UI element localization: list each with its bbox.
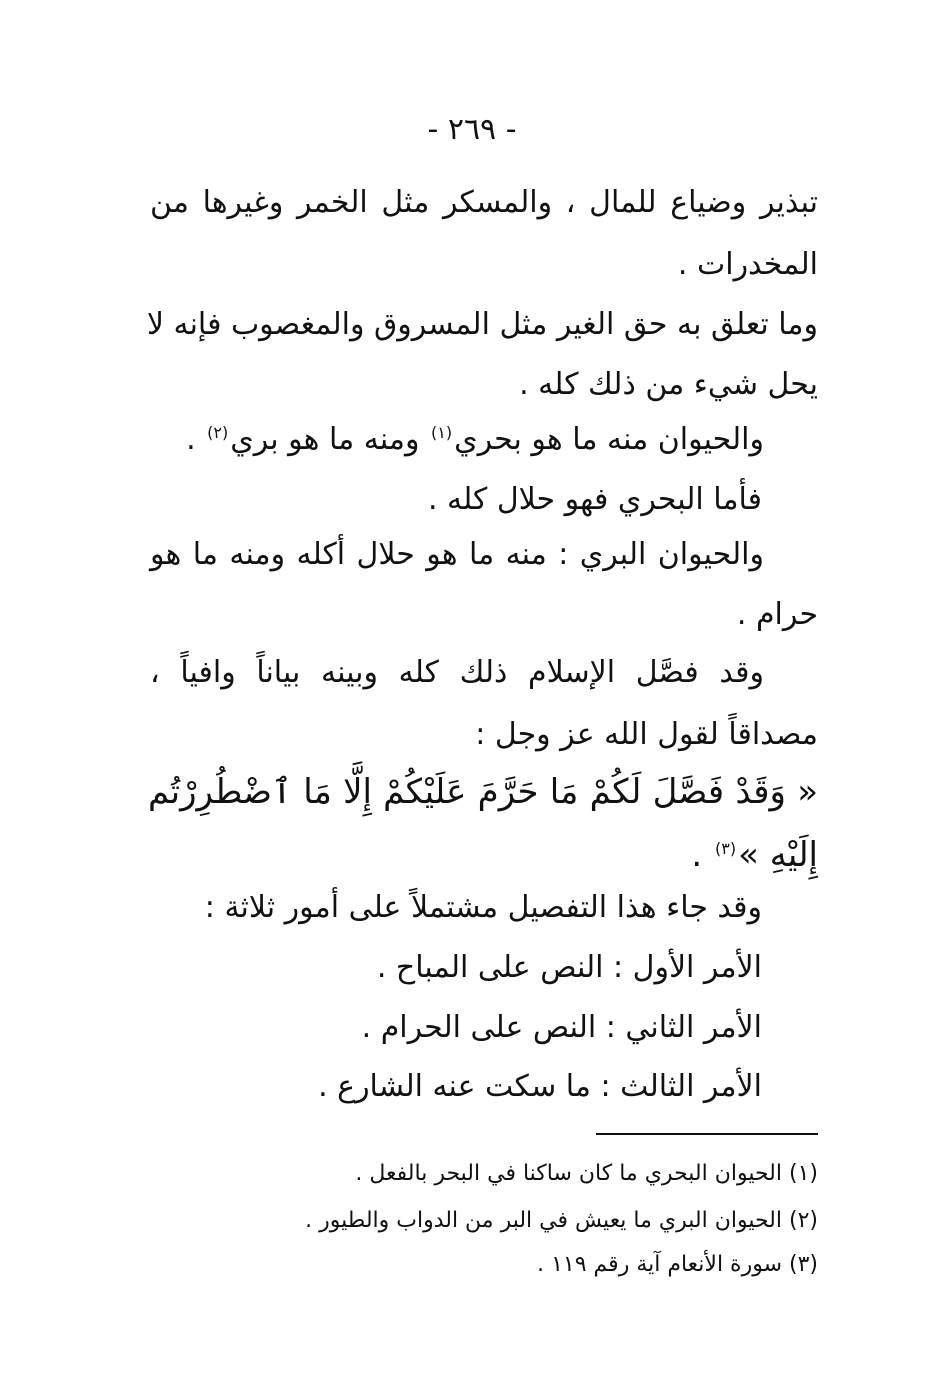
- text-line-11: وقد جاء هذا التفصيل مشتملاً على أمور ثلاثة :: [204, 890, 762, 925]
- text-line-8: حرام .: [736, 597, 818, 632]
- text-line-5: [186, 422, 764, 457]
- text-segment: .: [186, 422, 196, 457]
- text-segment: إِلَيْهِ »: [738, 835, 818, 875]
- quran-verse-line-2: [691, 835, 818, 875]
- list-item-3: الأمر الثالث : ما سكت عنه الشارع .: [318, 1069, 762, 1104]
- footnote-2: (٢) الحيوان البري ما يعيش في البر من الدواب والطيور .: [305, 1208, 818, 1233]
- footnote-ref-3: (٣): [715, 838, 737, 858]
- text-line-10: مصداقاً لقول الله عز وجل :: [475, 717, 818, 752]
- text-line-1: تبذير وضياع للمال ، والمسكر مثل الخمر وغيرها من: [150, 185, 818, 220]
- text-line-2: المخدرات .: [677, 247, 818, 282]
- footnote-ref-1: (١): [431, 423, 453, 442]
- text-segment: والحيوان منه ما هو بحري: [454, 422, 764, 457]
- text-line-9: وقد فصَّل الإسلام ذلك كله وبينه بياناً وافياً ،: [150, 655, 764, 690]
- text-segment: .: [691, 835, 703, 875]
- quran-verse-line-1: « وَقَدْ فَصَّلَ لَكُمْ مَا حَرَّمَ عَلَيْكُمْ إِلَّا مَا ٱضْطُرِرْتُم: [148, 772, 818, 812]
- text-line-4: يحل شيء من ذلك كله .: [519, 367, 818, 402]
- footnote-1: (١) الحيوان البحري ما كان ساكنا في البحر بالفعل .: [355, 1161, 818, 1186]
- list-item-1: الأمر الأول : النص على المباح .: [376, 950, 762, 985]
- footnote-divider: [596, 1133, 818, 1135]
- page-number: - ٢٦٩ -: [427, 112, 517, 147]
- text-line-3: وما تعلق به حق الغير مثل المسروق والمغصوب فإنه لا: [146, 307, 818, 342]
- footnote-ref-2: (٢): [207, 423, 229, 442]
- list-item-2: الأمر الثاني : النص على الحرام .: [361, 1010, 762, 1045]
- text-line-7: والحيوان البري : منه ما هو حلال أكله ومنه ما هو: [150, 537, 764, 572]
- text-line-6: فأما البحري فهو حلال كله .: [427, 482, 762, 517]
- footnote-3: (٣) سورة الأنعام آية رقم ١١٩ .: [537, 1252, 818, 1277]
- text-segment: ومنه ما هو بري: [230, 422, 420, 457]
